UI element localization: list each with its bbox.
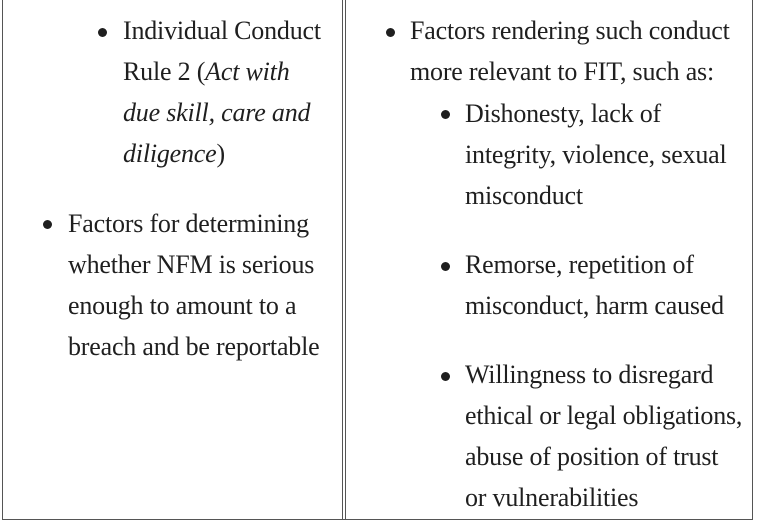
list-item-line: whether NFM is serious — [68, 250, 315, 279]
list-item-line: misconduct, harm caused — [465, 291, 724, 320]
list-item-line: Factors rendering such conduct — [410, 16, 730, 45]
list-item-line: or vulnerabilities — [465, 483, 639, 512]
list-item-line: enough to amount to a — [68, 291, 297, 320]
bullet-icon — [441, 262, 450, 271]
list-item-line: Dishonesty, lack of — [465, 99, 661, 128]
list-item-line: abuse of position of trust — [465, 442, 719, 471]
list-item-dishonesty — [465, 93, 753, 216]
column-divider — [342, 0, 343, 520]
list-item-factors-rendering — [410, 10, 752, 92]
bullet-icon — [98, 28, 107, 37]
list-item-line: more relevant to FIT, such as: — [410, 57, 714, 86]
list-item-conduct-rule — [123, 10, 341, 174]
bullet-icon — [43, 220, 52, 229]
list-item-line: breach and be reportable — [68, 332, 320, 361]
list-item-line: Rule 2 (Act with — [123, 57, 290, 86]
bullet-icon — [441, 110, 450, 119]
list-item-remorse — [465, 244, 753, 326]
list-item-line: Willingness to disregard — [465, 360, 714, 389]
list-item-line: Factors for determining — [68, 209, 309, 238]
list-item-line: diligence) — [123, 139, 225, 168]
list-item-willingness — [465, 354, 753, 518]
list-item-line: misconduct — [465, 181, 583, 210]
list-item-line: Individual Conduct — [123, 16, 321, 45]
list-item-line: ethical or legal obligations, — [465, 401, 743, 430]
bullet-icon — [441, 372, 450, 381]
list-item-line: due skill, care and — [123, 98, 311, 127]
bullet-icon — [386, 28, 395, 37]
column-divider-inner — [345, 0, 346, 520]
list-item-factors-determining — [68, 203, 340, 367]
list-item-line: Remorse, repetition of — [465, 250, 694, 279]
list-item-line: integrity, violence, sexual — [465, 140, 727, 169]
